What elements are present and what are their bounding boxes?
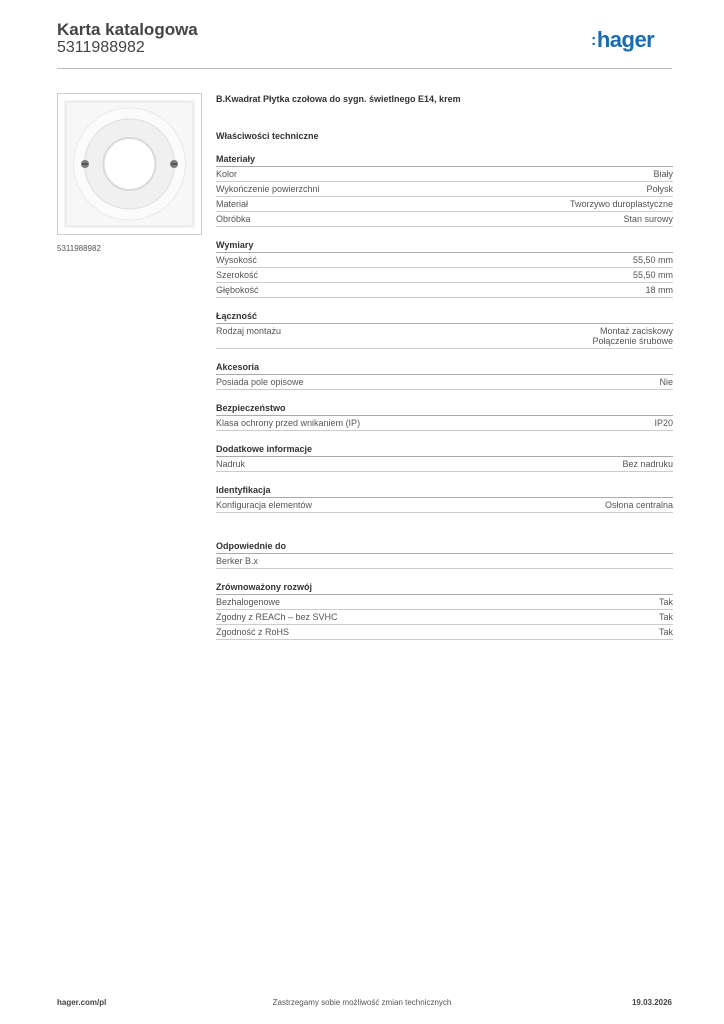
spec-row — [216, 324, 673, 349]
spec-label: Posiada pole opisowe — [216, 377, 304, 387]
spec-group — [216, 154, 673, 227]
spec-label: Materiał — [216, 199, 249, 209]
spec-value-line: 18 mm — [645, 285, 673, 295]
product-title: B.Kwadrat Płytka czołowa do sygn. świetlnego E14, krem — [216, 94, 461, 104]
spec-label: Nadruk — [216, 459, 246, 469]
spec-value — [659, 627, 673, 637]
group-title: Odpowiednie do — [216, 541, 673, 554]
spec-value-line: Połączenie śrubowe — [592, 336, 673, 346]
spec-label: Klasa ochrony przed wnikaniem (IP) — [216, 418, 361, 428]
spec-value-line: Bez nadruku — [622, 459, 673, 469]
group-title: Zrównoważony rozwój — [216, 582, 673, 595]
spec-content — [216, 94, 673, 640]
suitable-section — [216, 541, 673, 569]
spec-row — [216, 610, 673, 625]
spec-label: Konfiguracja elementów — [216, 500, 313, 510]
group-title: Materiały — [216, 154, 673, 167]
spec-row — [216, 283, 673, 298]
spec-label: Szerokość — [216, 270, 259, 280]
spec-label: Obróbka — [216, 214, 251, 224]
hager-logo: :hager — [591, 27, 655, 52]
spec-value-line: IP20 — [654, 418, 673, 428]
spec-value — [633, 270, 673, 280]
spec-value-line: 55,50 mm — [632, 255, 673, 265]
spec-row — [216, 457, 673, 472]
footer-website: hager.com/pl — [57, 998, 107, 1007]
spec-group — [216, 582, 673, 640]
spec-row — [216, 554, 673, 569]
spec-groups — [216, 154, 673, 513]
sustainability-section — [216, 582, 673, 640]
spec-row — [216, 416, 673, 431]
spec-value-line: Połysk — [646, 184, 673, 194]
spec-row — [216, 595, 673, 610]
spec-label: Zgodny z REACh – bez SVHC — [216, 612, 338, 622]
spec-value-line: 55,50 mm — [632, 270, 673, 280]
header-divider — [57, 68, 672, 69]
spec-row — [216, 182, 673, 197]
spec-value — [605, 500, 673, 510]
spec-value-line: Osłona centralna — [604, 500, 673, 510]
spec-value — [622, 459, 673, 469]
spec-row — [216, 268, 673, 283]
spec-row — [216, 498, 673, 513]
spec-value-line: Tak — [658, 612, 673, 622]
group-title: Bezpieczeństwo — [216, 403, 673, 416]
spec-group — [216, 403, 673, 431]
spec-group — [216, 444, 673, 472]
spec-row — [216, 212, 673, 227]
spec-value — [592, 326, 673, 346]
spec-label: Wykończenie powierzchni — [216, 184, 320, 194]
spec-value — [653, 169, 673, 179]
spec-value-line: Tworzywo duroplastyczne — [569, 199, 673, 209]
logo-text: hager — [596, 27, 655, 52]
spec-label: Rodzaj montażu — [216, 326, 282, 336]
group-title: Dodatkowe informacje — [216, 444, 673, 457]
spec-value-line: Montaż zaciskowy — [599, 326, 673, 336]
page-title: Karta katalogowa — [57, 20, 198, 39]
group-title: Łączność — [216, 311, 673, 324]
spec-value — [646, 184, 673, 194]
spec-group — [216, 362, 673, 390]
spec-value-line: Stan surowy — [623, 214, 673, 224]
spec-group — [216, 240, 673, 298]
spec-row — [216, 253, 673, 268]
catalog-number: 5311988982 — [57, 39, 145, 56]
spec-label: Wysokość — [216, 255, 257, 265]
spec-value — [570, 199, 673, 209]
spec-value-line: Tak — [658, 597, 673, 607]
spec-row — [216, 375, 673, 390]
spec-row — [216, 167, 673, 182]
spec-label: Zgodność z RoHS — [216, 627, 290, 637]
spec-value — [659, 612, 673, 622]
image-caption: 5311988982 — [57, 244, 101, 253]
spec-value — [659, 597, 673, 607]
spec-value — [633, 255, 673, 265]
spec-label: Bezhalogenowe — [216, 597, 281, 607]
spec-value-line: Biały — [653, 169, 673, 179]
spec-label: Berker B.x — [216, 556, 259, 566]
group-title: Identyfikacja — [216, 485, 673, 498]
spec-group — [216, 311, 673, 349]
group-title: Akcesoria — [216, 362, 673, 375]
switch-plate-image — [58, 94, 201, 234]
spec-row — [216, 625, 673, 640]
product-image — [57, 93, 202, 235]
spec-value — [654, 418, 673, 428]
spec-value — [659, 377, 673, 387]
spec-value-line: Tak — [658, 627, 673, 637]
spec-value-line: Nie — [659, 377, 673, 387]
spec-group — [216, 485, 673, 513]
spec-value — [645, 285, 673, 295]
spec-label: Kolor — [216, 169, 238, 179]
footer-disclaimer: Zastrzegamy sobie możliwość zmian technicznych — [272, 998, 452, 1007]
properties-heading: Właściwości techniczne — [216, 131, 319, 141]
spec-value — [623, 214, 673, 224]
spec-group — [216, 541, 673, 569]
footer-date: 19.03.2026 — [631, 998, 672, 1007]
group-title: Wymiary — [216, 240, 673, 253]
spec-row — [216, 197, 673, 212]
spec-label: Głębokość — [216, 285, 259, 295]
